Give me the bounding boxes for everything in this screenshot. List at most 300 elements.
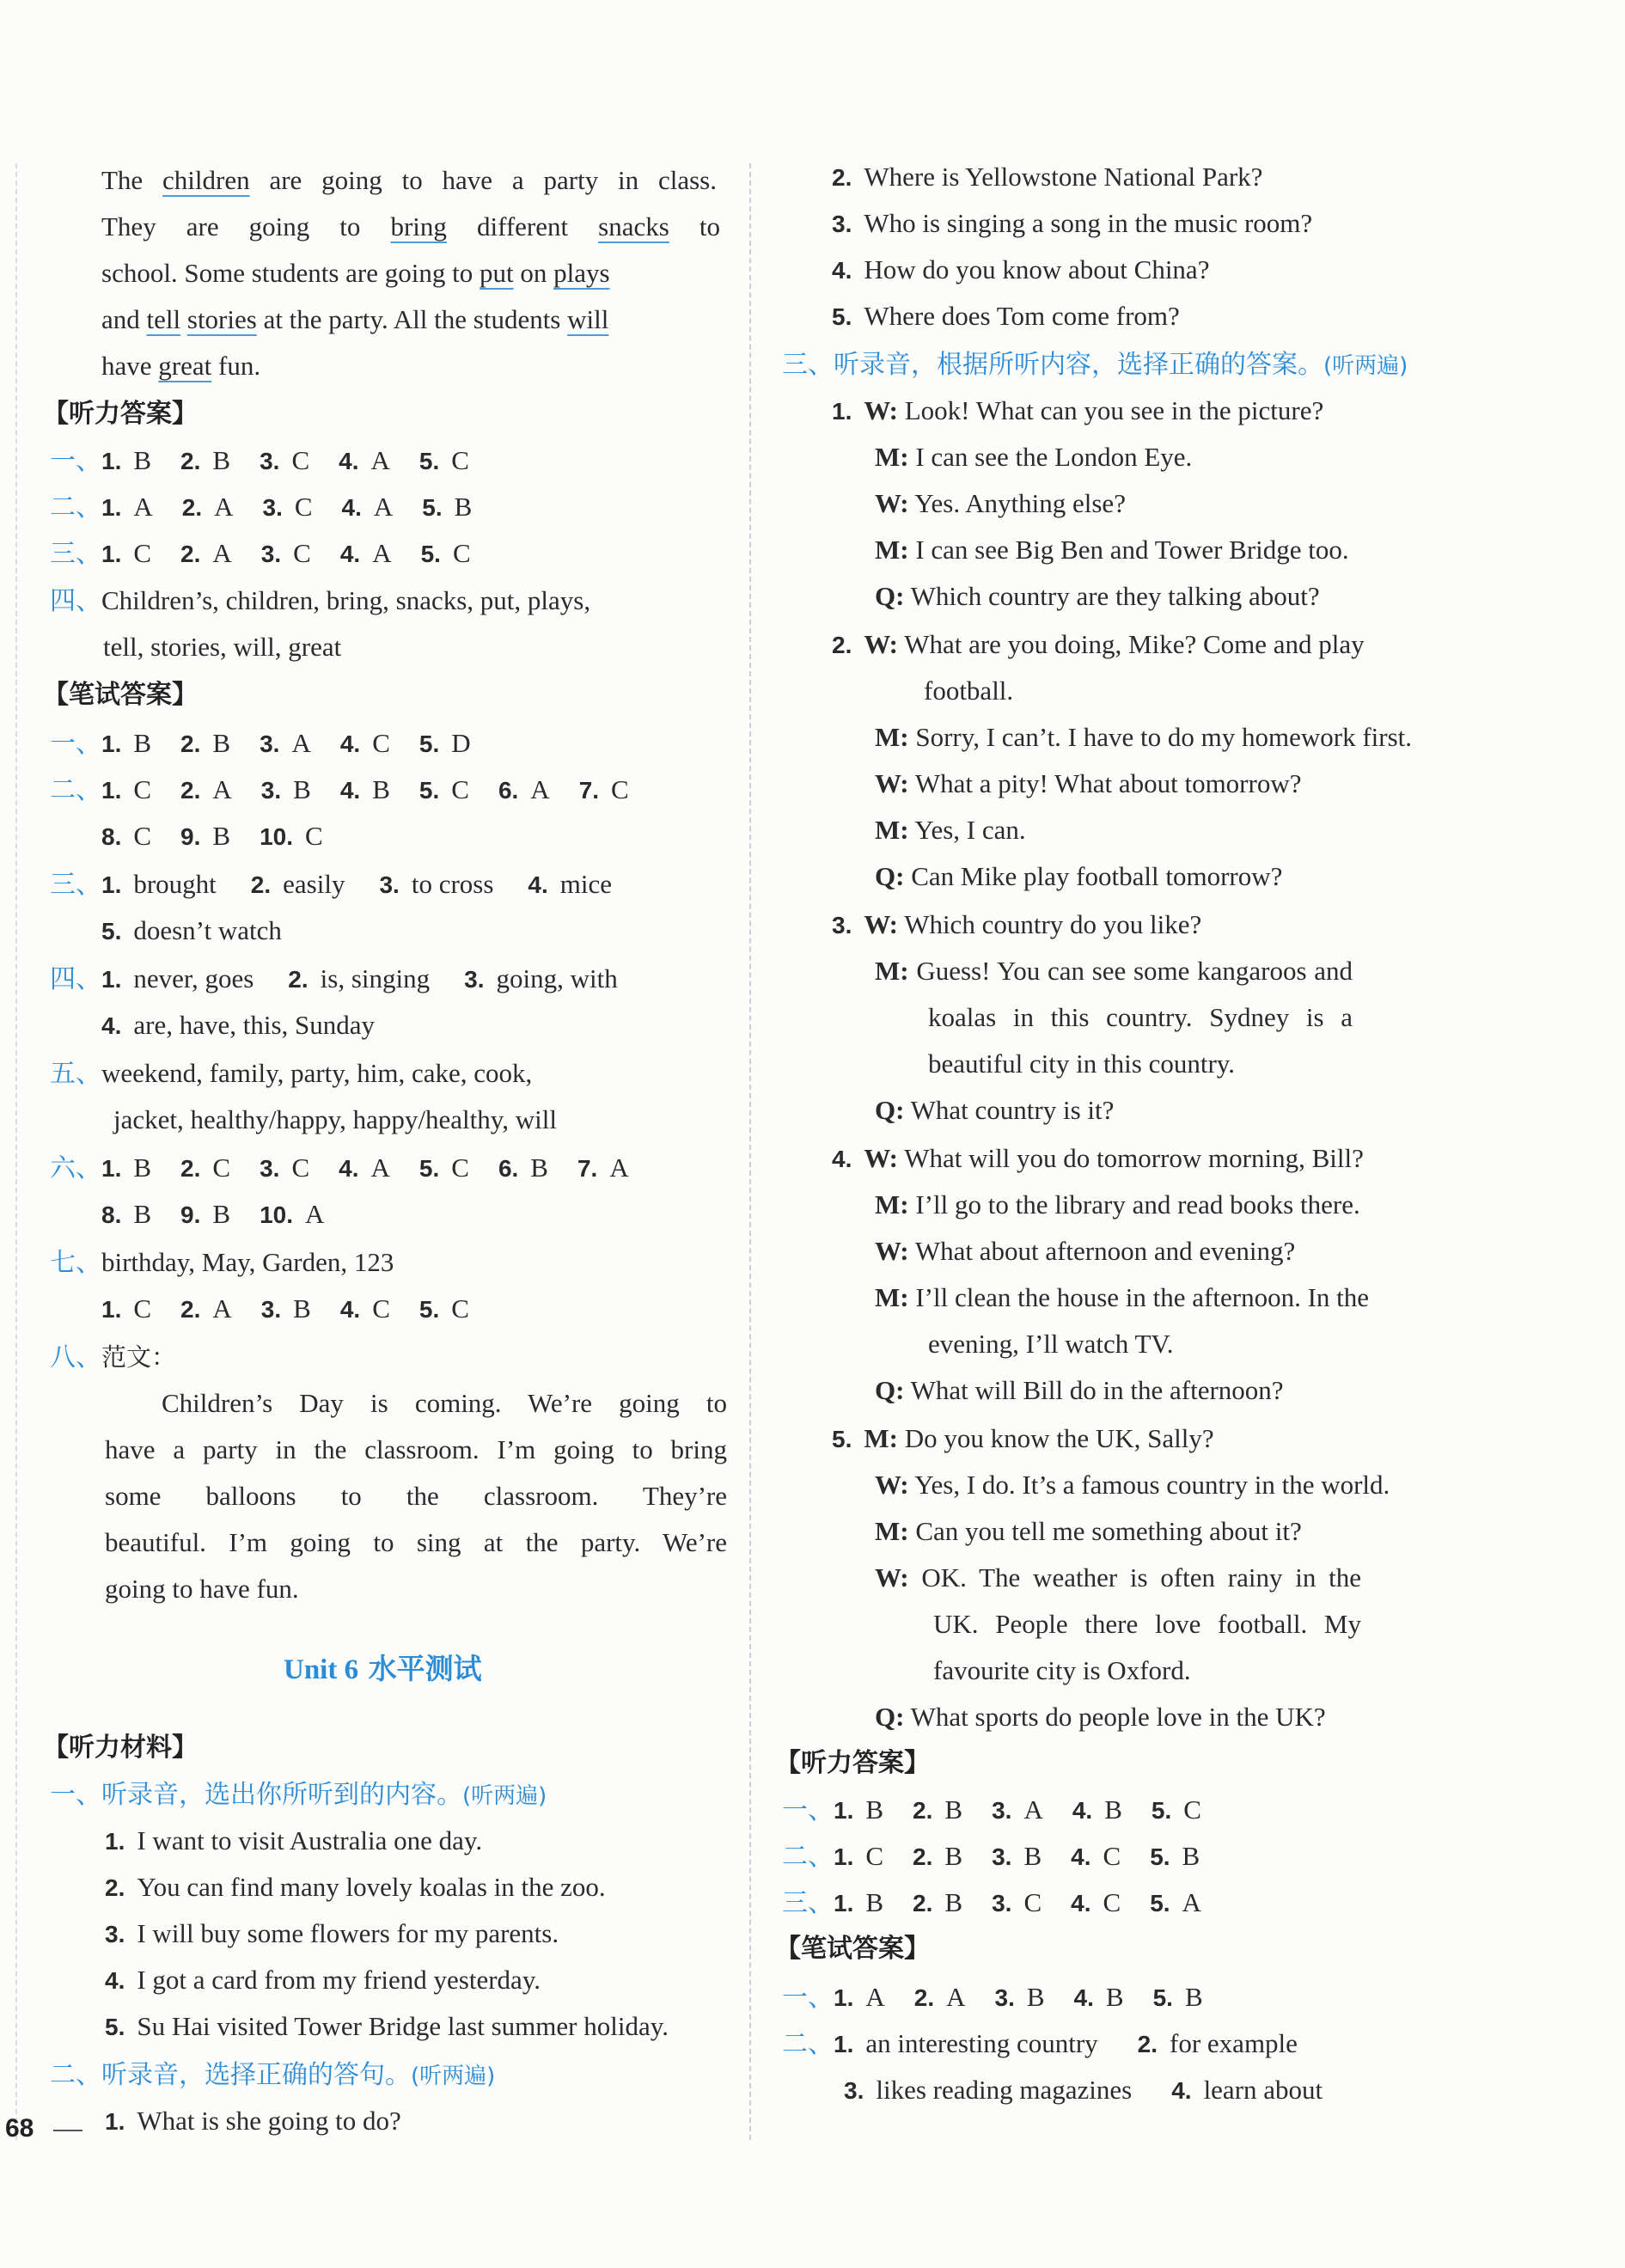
item-number: 1. xyxy=(832,398,852,425)
lm2-item xyxy=(832,160,1262,195)
blank-word: put xyxy=(479,258,514,288)
line-text: Yes, I can. xyxy=(914,815,1026,845)
answer: an interesting country xyxy=(865,2028,1098,2058)
section-number: 二、 xyxy=(782,2029,834,2059)
item-number: 3. xyxy=(105,1921,125,1947)
item-text: I want to visit Australia one day. xyxy=(137,1825,483,1855)
dialogue-line xyxy=(875,579,1320,614)
answer: A xyxy=(373,492,394,522)
item-number: 4. xyxy=(339,541,361,567)
item-number: 2. xyxy=(180,448,201,474)
section-number: 一、 xyxy=(50,729,101,759)
model-essay-label: 范文： xyxy=(101,1342,177,1372)
item-number: 2. xyxy=(288,966,309,993)
answer-text: birthday, May, Garden, 123 xyxy=(101,1247,394,1277)
text: They are going to xyxy=(101,211,391,241)
section-number: 二、 xyxy=(782,1842,834,1872)
text xyxy=(180,304,187,334)
item-number: 5. xyxy=(422,494,443,521)
answer: A xyxy=(212,538,232,568)
item-number: 2. xyxy=(832,164,852,191)
answer: B xyxy=(293,774,311,804)
answer-row-rla1 xyxy=(782,1793,1201,1828)
item-number: 8. xyxy=(101,823,122,850)
speaker: M: xyxy=(875,956,909,986)
dialogue-line xyxy=(875,1188,1360,1222)
answer: D xyxy=(451,728,471,758)
item-number: 1. xyxy=(834,1843,854,1870)
item-number: 7. xyxy=(577,1155,598,1182)
lm3-heading xyxy=(782,347,1408,383)
answer: B xyxy=(212,728,231,758)
answer: C xyxy=(1023,1887,1042,1917)
speaker: W: xyxy=(875,1470,909,1500)
speaker: W: xyxy=(875,1236,909,1266)
answer: B xyxy=(944,1794,963,1825)
speaker: M: xyxy=(875,722,909,752)
section-number: 一、 xyxy=(50,1780,101,1810)
line-text: Look! What can you see in the picture? xyxy=(904,395,1324,425)
item-number: 1. xyxy=(101,966,122,993)
section-note: (听两遍) xyxy=(411,2063,496,2089)
speaker: Q: xyxy=(875,1095,905,1125)
speaker: M: xyxy=(875,1516,909,1546)
line-text: What will Bill do in the afternoon? xyxy=(910,1375,1284,1405)
item-number: 4. xyxy=(1171,2077,1192,2104)
item-number: 6. xyxy=(498,777,519,804)
text: school. Some students are going to xyxy=(101,258,480,288)
section-title: 听录音，选出你所听到的内容。 xyxy=(101,1780,462,1810)
answer: B xyxy=(1023,1841,1042,1871)
answer-row-la2 xyxy=(50,490,472,525)
listening-answers-heading: 【听力答案】 xyxy=(43,399,198,429)
blank-word: children xyxy=(162,165,250,195)
lm2-item xyxy=(832,253,1209,288)
answer: A xyxy=(214,492,234,522)
item-number: 5. xyxy=(832,303,852,330)
answer: B xyxy=(1182,1841,1200,1871)
blank-word: will xyxy=(567,304,609,334)
item-number: 1. xyxy=(101,541,122,567)
item-number: 3. xyxy=(992,1797,1012,1824)
lm2-item xyxy=(832,299,1180,334)
item-number: 1. xyxy=(101,777,122,804)
line-text: OK. The weather is often rainy in the xyxy=(921,1562,1361,1592)
speaker: W: xyxy=(864,1143,898,1173)
answer: C xyxy=(294,492,313,522)
item-number: 5. xyxy=(1150,1843,1170,1870)
item-text: What is she going to do? xyxy=(137,2106,401,2136)
answer-row-wa5 xyxy=(50,1056,532,1091)
text: have xyxy=(101,351,159,381)
dialogue-line xyxy=(832,394,1323,429)
essay-line: going to have fun. xyxy=(105,1574,299,1604)
item-text: Who is singing a song in the music room? xyxy=(864,208,1313,238)
answer: mice xyxy=(559,869,613,899)
page-number: 68 xyxy=(5,2114,34,2143)
line-text: Can you tell me something about it? xyxy=(915,1516,1302,1546)
item-number: 10. xyxy=(260,823,294,850)
item-number: 3. xyxy=(992,1843,1012,1870)
item-text: Where is Yellowstone National Park? xyxy=(864,162,1263,192)
answer: C xyxy=(293,538,311,568)
speaker: W: xyxy=(864,395,898,425)
speaker: W: xyxy=(864,629,898,659)
answer-text: Children’s, children, bring, snacks, put, plays, xyxy=(101,585,591,615)
answer: C xyxy=(611,774,629,804)
item-number: 3. xyxy=(260,541,282,567)
speaker: M: xyxy=(875,535,909,565)
item-number: 5. xyxy=(105,2014,125,2040)
section-note: (听两遍) xyxy=(1323,353,1408,379)
unit-title-cn: 水平测试 xyxy=(358,1652,482,1685)
answer: B xyxy=(133,1152,152,1183)
speaker: M: xyxy=(875,1189,909,1220)
dialogue-line-cont: koalas in this country. Sydney is a xyxy=(928,1002,1353,1032)
speaker: W: xyxy=(864,909,898,939)
item-text: I got a card from my friend yesterday. xyxy=(137,1965,541,1995)
dialogue-line xyxy=(875,486,1126,521)
item-number: 4. xyxy=(1073,1984,1094,2011)
item-number: 2. xyxy=(832,632,852,658)
answer: A xyxy=(946,1982,966,2012)
answer-row-rla2 xyxy=(782,1839,1200,1874)
essay-line: Children’s Day is coming. We’re going to xyxy=(162,1388,727,1418)
dialogue-line-cont: beautiful city in this country. xyxy=(928,1048,1235,1079)
essay-line: have a party in the classroom. I’m going to bring xyxy=(105,1434,727,1464)
blank-word: snacks xyxy=(598,211,669,241)
item-number: 3. xyxy=(832,912,852,938)
item-number: 1. xyxy=(101,1296,122,1323)
line-text: Do you know the UK, Sally? xyxy=(904,1423,1214,1453)
answer-row-wa7-cont xyxy=(101,1292,469,1327)
item-number: 3. xyxy=(464,966,485,993)
item-number: 4. xyxy=(105,1967,125,1994)
section-number: 三、 xyxy=(782,350,834,380)
dialogue-line xyxy=(875,767,1301,801)
unit-title xyxy=(284,1652,482,1687)
item-number: 2. xyxy=(913,1797,933,1824)
item-number: 3. xyxy=(260,777,282,804)
item-number: 5. xyxy=(832,1426,852,1452)
answer: B xyxy=(372,774,390,804)
passage-line-2 xyxy=(101,210,720,244)
text: on xyxy=(513,258,554,288)
line-text: I can see the London Eye. xyxy=(915,442,1193,472)
written-answers-heading: 【笔试答案】 xyxy=(43,680,198,710)
item-number: 1. xyxy=(101,494,122,521)
section-number: 一、 xyxy=(782,1795,834,1825)
answer-row-rla3 xyxy=(782,1886,1201,1921)
item-number: 5. xyxy=(1151,1797,1172,1824)
item-number: 5. xyxy=(101,918,122,944)
section-number: 二、 xyxy=(50,492,101,523)
speaker: W: xyxy=(875,1562,909,1592)
line-text: I’ll clean the house in the afternoon. In the xyxy=(915,1282,1370,1312)
answer: C xyxy=(133,774,152,804)
answer-row-wa6 xyxy=(50,1151,629,1186)
dialogue-line xyxy=(875,1514,1302,1549)
answer-row-wa8 xyxy=(50,1340,176,1375)
item-number: 5. xyxy=(418,731,440,757)
dialogue-line xyxy=(832,1421,1214,1457)
answer: B xyxy=(454,492,473,522)
item-number: 4. xyxy=(339,1296,361,1323)
item-number: 1. xyxy=(101,731,122,757)
lm1-item xyxy=(105,1824,482,1859)
answer: B xyxy=(212,821,231,851)
answer: B xyxy=(212,1199,231,1229)
answer: C xyxy=(133,538,152,568)
item-number: 5. xyxy=(418,1155,440,1182)
answer: C xyxy=(372,1293,390,1324)
item-number: 2. xyxy=(913,1890,933,1916)
blank-word: tell xyxy=(146,304,181,334)
item-number: 6. xyxy=(498,1155,519,1182)
text: and xyxy=(101,304,147,334)
dialogue-line xyxy=(875,533,1349,567)
item-number: 4. xyxy=(1072,1797,1093,1824)
unit-title-en: Unit 6 xyxy=(284,1654,359,1685)
item-number: 3. xyxy=(260,731,280,757)
answer-row-rwa2 xyxy=(782,2027,1298,2062)
item-number: 1. xyxy=(105,1828,125,1855)
answer: C xyxy=(372,728,390,758)
listening-answers-heading: 【听力答案】 xyxy=(775,1748,930,1778)
dialogue-line xyxy=(875,720,1412,755)
page-number-rule xyxy=(53,2130,82,2131)
blank-word: stories xyxy=(186,304,257,334)
answer: C xyxy=(865,1841,884,1871)
answer: B xyxy=(133,1199,152,1229)
answer: A xyxy=(370,445,390,475)
section-number: 三、 xyxy=(50,539,101,569)
answer: C xyxy=(212,1152,231,1183)
item-number: 10. xyxy=(260,1201,294,1228)
speaker: Q: xyxy=(875,861,905,891)
answer: C xyxy=(133,821,152,851)
item-number: 2. xyxy=(180,1296,201,1323)
dialogue-line xyxy=(875,1234,1295,1268)
answer: C xyxy=(451,774,469,804)
text: The xyxy=(101,165,163,195)
answer: C xyxy=(1183,1794,1201,1825)
answer: B xyxy=(865,1794,884,1825)
text: are going to have a party in class. xyxy=(249,165,717,195)
item-number: 1. xyxy=(834,1797,854,1824)
item-number: 4. xyxy=(832,257,852,284)
text: fun. xyxy=(211,351,261,381)
answer: is, singing xyxy=(320,963,431,993)
speaker: M: xyxy=(875,1282,909,1312)
section-number: 四、 xyxy=(50,964,101,994)
line-text: I’ll go to the library and read books there. xyxy=(915,1189,1360,1220)
answer: B xyxy=(1184,1982,1203,2012)
item-number: 2. xyxy=(1137,2031,1158,2057)
text: at the party. All the students xyxy=(256,304,568,334)
answer: C xyxy=(451,1152,469,1183)
answer: B xyxy=(1104,1794,1122,1825)
answer-row-la4 xyxy=(50,584,590,619)
answer: B xyxy=(212,445,231,475)
item-number: 3. xyxy=(260,1155,280,1182)
answer: B xyxy=(1026,1982,1045,2012)
dialogue-line xyxy=(832,908,1201,943)
answer: B xyxy=(865,1887,884,1917)
answer-row-rwa1 xyxy=(782,1980,1203,2015)
item-number: 3. xyxy=(994,1984,1015,2011)
speaker: M: xyxy=(875,442,909,472)
answer-row-rwa2-cont xyxy=(844,2073,1323,2108)
item-number: 9. xyxy=(180,823,201,850)
lm1-heading xyxy=(50,1777,547,1813)
answer-row-la4-cont: tell, stories, will, great xyxy=(103,632,342,662)
answer: B xyxy=(944,1887,963,1917)
answer: A xyxy=(370,1152,390,1183)
answer: B xyxy=(293,1293,311,1324)
answer: A xyxy=(372,538,392,568)
answer: C xyxy=(452,538,471,568)
line-text: I can see Big Ben and Tower Bridge too. xyxy=(915,535,1349,565)
answer: brought xyxy=(133,869,217,899)
item-number: 5. xyxy=(418,448,440,474)
lm2-heading xyxy=(50,2057,495,2094)
answer-row-wa3 xyxy=(50,867,612,902)
item-number: 2. xyxy=(181,494,203,521)
section-title: 听录音，根据所听内容，选择正确的答案。 xyxy=(834,350,1323,380)
item-number: 4. xyxy=(339,448,359,474)
answer-row-la1 xyxy=(50,443,469,479)
answer: A xyxy=(1182,1887,1201,1917)
answer: B xyxy=(1105,1982,1124,2012)
dialogue-line xyxy=(832,627,1365,663)
item-number: 3. xyxy=(379,871,400,898)
item-number: 5. xyxy=(418,1296,440,1323)
answer: B xyxy=(944,1841,963,1871)
item-number: 3. xyxy=(260,448,280,474)
speaker: Q: xyxy=(875,581,905,611)
line-text: Yes, I do. It’s a famous country in the world. xyxy=(914,1470,1390,1500)
item-number: 2. xyxy=(180,777,201,804)
answer: A xyxy=(609,1152,629,1183)
item-text: Su Hai visited Tower Bridge last summer holiday. xyxy=(137,2011,669,2041)
section-number: 六、 xyxy=(50,1153,101,1183)
answer: going, with xyxy=(496,963,618,993)
dialogue-line xyxy=(875,1700,1326,1734)
item-number: 1. xyxy=(101,448,122,474)
answer: B xyxy=(133,728,152,758)
line-text: What are you doing, Mike? Come and play xyxy=(904,629,1365,659)
answer-row-wa1 xyxy=(50,726,471,761)
item-number: 9. xyxy=(180,1201,201,1228)
item-number: 3. xyxy=(832,211,852,237)
speaker: W: xyxy=(875,488,909,518)
line-text: What will you do tomorrow morning, Bill? xyxy=(904,1143,1364,1173)
section-number: 五、 xyxy=(50,1059,101,1089)
answer: C xyxy=(305,821,323,851)
item-text: You can find many lovely koalas in the zoo. xyxy=(137,1872,606,1902)
item-number: 4. xyxy=(101,1012,122,1039)
answer: C xyxy=(1103,1841,1121,1871)
item-number: 5. xyxy=(420,541,441,567)
essay-line: beautiful. I’m going to sing at the party. We’re xyxy=(105,1527,727,1557)
speaker: M: xyxy=(864,1423,898,1453)
section-note: (听两遍) xyxy=(462,1783,547,1809)
line-text: What a pity! What about tomorrow? xyxy=(914,768,1302,798)
column-divider xyxy=(749,163,751,2140)
line-text: Which country are they talking about? xyxy=(910,581,1320,611)
answer: doesn’t watch xyxy=(133,915,282,945)
item-number: 2. xyxy=(180,731,201,757)
lm1-item xyxy=(105,2009,669,2045)
item-number: 4. xyxy=(1071,1843,1091,1870)
item-number: 2. xyxy=(180,1155,201,1182)
item-number: 4. xyxy=(341,494,362,521)
essay-line: some balloons to the classroom. They’re xyxy=(105,1481,727,1511)
section-number: 三、 xyxy=(50,870,101,900)
answer: are, have, this, Sunday xyxy=(133,1010,376,1040)
answer-row-wa2-cont xyxy=(101,819,323,854)
answer: B xyxy=(530,1152,548,1183)
answer: A xyxy=(212,1293,232,1324)
answer: A xyxy=(305,1199,325,1229)
dialogue-line xyxy=(875,813,1026,847)
listening-material-heading: 【听力材料】 xyxy=(43,1733,198,1763)
lm1-item xyxy=(105,1963,541,1998)
answer: to cross xyxy=(411,869,494,899)
line-text: What country is it? xyxy=(910,1095,1115,1125)
answer-row-wa3-cont xyxy=(101,914,282,949)
answer: learn about xyxy=(1203,2075,1323,2105)
line-text: Guess! You can see some kangaroos and xyxy=(916,956,1353,986)
text: to xyxy=(669,211,720,241)
item-number: 4. xyxy=(1071,1890,1091,1916)
item-number: 5. xyxy=(1152,1984,1173,2011)
answer: C xyxy=(291,1152,310,1183)
item-number: 2. xyxy=(250,871,272,898)
line-text: Yes. Anything else? xyxy=(914,488,1126,518)
item-number: 1. xyxy=(834,1890,854,1916)
answer: A xyxy=(530,774,550,804)
line-text: What about afternoon and evening? xyxy=(914,1236,1296,1266)
answer: never, goes xyxy=(133,963,254,993)
answer: A xyxy=(1023,1794,1043,1825)
item-number: 3. xyxy=(262,494,283,521)
item-text: Where does Tom come from? xyxy=(864,301,1180,331)
item-number: 8. xyxy=(101,1201,122,1228)
lm2-item xyxy=(105,2104,401,2139)
line-text: Sorry, I can’t. I have to do my homework first. xyxy=(915,722,1413,752)
page-edge-line xyxy=(15,163,17,2140)
dialogue-line-cont: favourite city is Oxford. xyxy=(933,1655,1191,1685)
item-number: 4. xyxy=(528,871,548,898)
dialogue-line xyxy=(875,1373,1284,1408)
item-number: 1. xyxy=(834,2031,854,2057)
dialogue-line xyxy=(832,1141,1364,1177)
item-number: 2. xyxy=(105,1874,125,1901)
blank-word: great xyxy=(158,351,212,381)
item-number: 2. xyxy=(180,541,201,567)
passage-line-1 xyxy=(101,163,717,198)
dialogue-line xyxy=(875,1093,1114,1128)
line-text: Can Mike play football tomorrow? xyxy=(911,861,1283,891)
item-number: 2. xyxy=(913,1984,935,2011)
answer: A xyxy=(865,1982,885,2012)
lm2-item xyxy=(832,206,1312,241)
item-text: How do you know about China? xyxy=(864,254,1210,284)
item-number: 1. xyxy=(834,1984,854,2011)
dialogue-line xyxy=(875,440,1192,474)
